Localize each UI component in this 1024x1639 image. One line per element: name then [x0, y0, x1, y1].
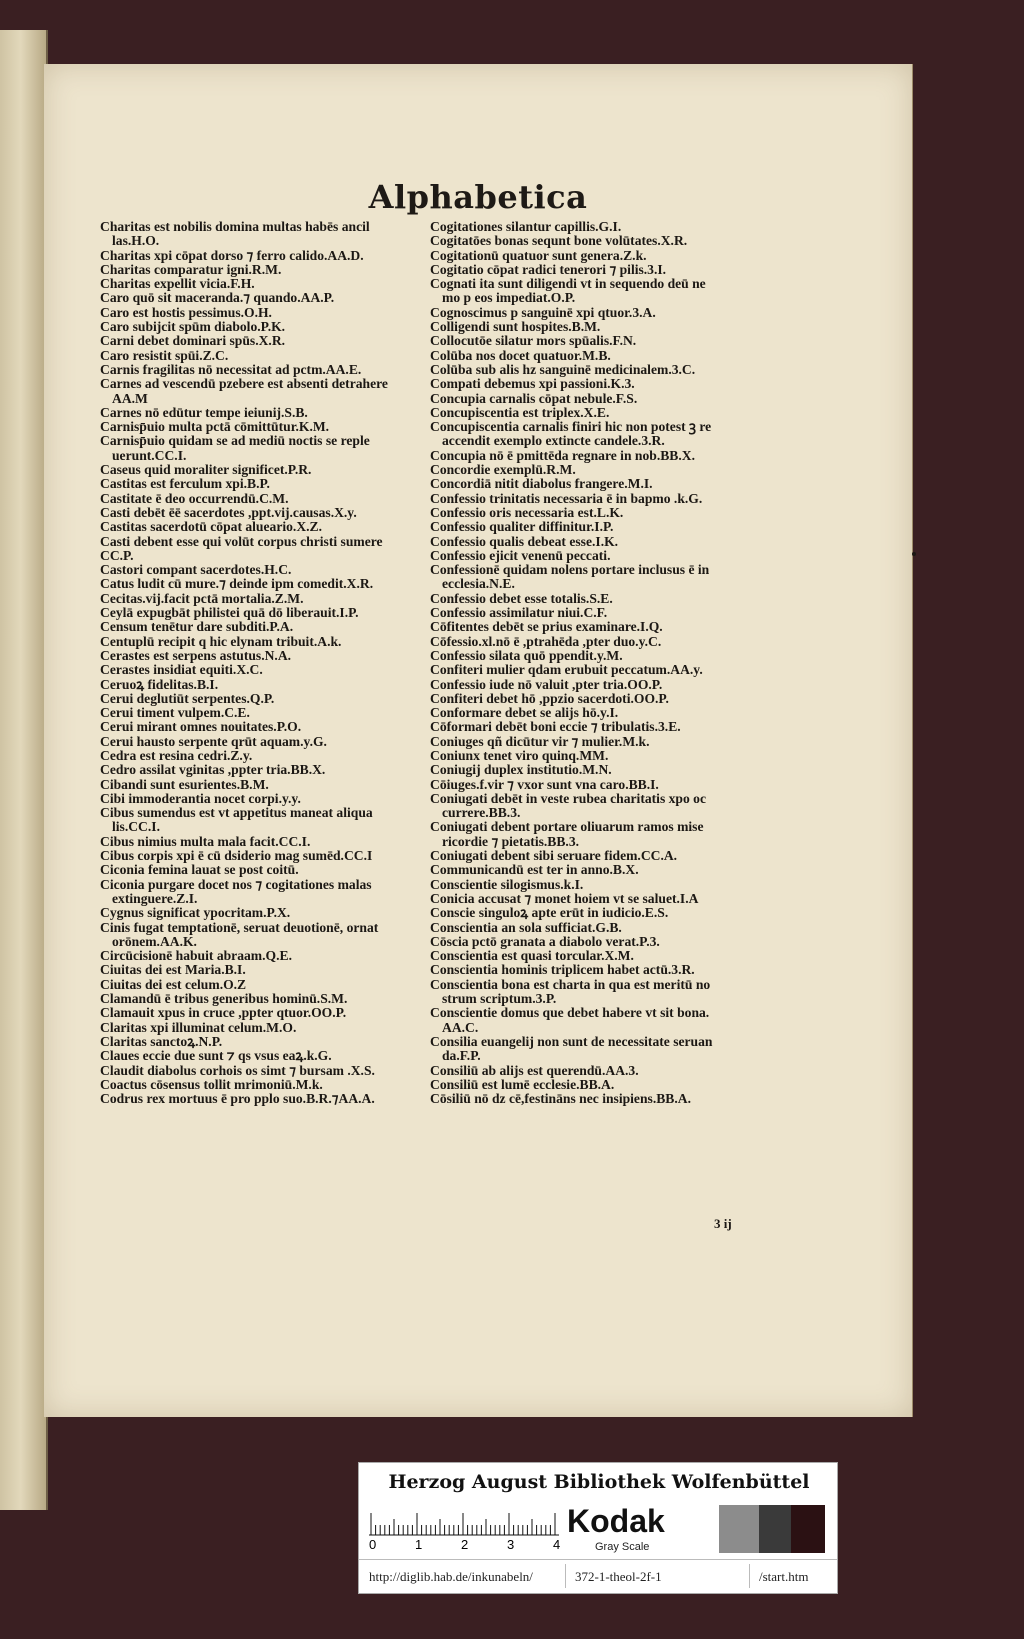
index-entry-line: Cibus nimius multa mala facit.CC.I.: [100, 833, 311, 849]
index-entry-line: ricordie ⁊ pietatis.BB.3.: [442, 833, 580, 849]
index-entry-line: Confessio iude nō valuit ,pter tria.OO.P.: [430, 676, 663, 692]
index-entry-line: Carnisp̄uio quidam se ad mediū noctis se reple: [100, 433, 370, 449]
index-entry-line: Concupiscentia est triplex.X.E.: [430, 404, 610, 420]
index-entry-line: Cogitatōes bonas sequnt bone volūtates.X.R.: [430, 233, 688, 249]
index-entry-line: Cerui timent vulpem.C.E.: [100, 705, 250, 721]
index-entry-line: accendit exemplo extincte candele.3.R.: [442, 433, 665, 449]
index-entry-line: Consiliū ab alijs est querendū.AA.3.: [430, 1062, 639, 1078]
index-entry-line: Ciuitas dei est celum.O.Z: [100, 976, 247, 992]
index-entry-line: lis.CC.I.: [112, 819, 160, 835]
index-entry-line: Ciuitas dei est Maria.B.I.: [100, 962, 246, 978]
target-card: [358, 1462, 838, 1594]
index-entry-line: Carni debet dominari spūs.X.R.: [100, 333, 286, 349]
page-signature: 3 ij: [714, 1216, 732, 1231]
index-entry-line: Confessio ejicit venenū peccati.: [430, 547, 611, 563]
index-entry-line: Conscie singuloꝝ apte erūt in iudicio.E.S.: [430, 905, 669, 921]
index-entry-line: Cōfitentes debēt se prius examinare.I.Q.: [430, 619, 663, 635]
index-entry-line: Concordie exemplū.R.M.: [430, 462, 576, 478]
index-entry-line: Cerastes insidiat equiti.X.C.: [100, 662, 263, 678]
index-entry-line: Conscientia est quasi torcular.X.M.: [430, 948, 634, 964]
url-separator: [565, 1564, 566, 1588]
index-entry-line: Colūba nos docet quatuor.M.B.: [430, 347, 611, 363]
book-page: [44, 64, 913, 1417]
index-entry-line: Confiteri debet hō ,ppzio sacerdoti.OO.P.: [430, 690, 669, 706]
index-entry-line: las.H.O.: [112, 233, 160, 249]
index-entry-line: Carnisp̄uio multa pctā cōmittūtur.K.M.: [100, 419, 330, 435]
index-entry-line: Ciconia femina lauat se post coitū.: [100, 862, 299, 878]
index-entry-line: Centuplū recipit q hic elynam tribuit.A.k.: [100, 633, 342, 649]
index-entry-line: Ceruoꝝ fidelitas.B.I.: [100, 676, 219, 692]
index-entry-line: Cognati ita sunt diligendi vt in sequendo deū ne: [430, 276, 706, 292]
ruler-number: 0: [369, 1537, 377, 1552]
index-entry-line: Confessio trinitatis necessaria ē in bapmo .k.G.: [430, 490, 703, 506]
index-entry-line: Confessionē quidam nolens portare inclusus ē in: [430, 562, 710, 578]
index-entry-line: ecclesia.N.E.: [442, 576, 515, 592]
ink-dot: [912, 552, 916, 556]
index-entry-line: Cecitas.vij.facit pctā mortalia.Z.M.: [100, 590, 304, 606]
ruler-number: 2: [461, 1537, 469, 1552]
library-name: Herzog August Bibliothek Wolfenbüttel: [388, 1471, 810, 1493]
index-entry-line: Coniugij duplex institutio.M.N.: [430, 762, 612, 778]
url-separator: [749, 1564, 750, 1588]
index-entry-line: Confessio silata quō ppendit.y.M.: [430, 647, 623, 663]
index-entry-line: Concupiscentia carnalis finiri hic non potest ꝫ re: [430, 419, 712, 435]
index-entry-line: Coniunx tenet viro quinq.MM.: [430, 747, 609, 763]
index-entry-line: Casti debēt ēē sacerdotes ,ppt.vij.causas.X.y.: [100, 504, 357, 520]
index-entry-line: Cognoscimus p sanguinē xpi qtuor.3.A.: [430, 304, 656, 320]
index-entry-line: Castitas sacerdotū cōpat alueario.X.Z.: [100, 519, 323, 535]
index-entry-line: Circūcisionē habuit abraam.Q.E.: [100, 948, 292, 964]
index-entry-line: Conscientia an sola sufficiat.G.B.: [430, 919, 622, 935]
ruler-number: 3: [507, 1537, 515, 1552]
page-file: /start.htm: [759, 1569, 809, 1584]
index-entry-line: Clamandū ē tribus generibus hominū.S.M.: [100, 991, 348, 1007]
index-entry-line: CC.P.: [100, 547, 134, 563]
url-bar: [359, 1559, 837, 1592]
index-entry-line: Cōformari debēt boni eccie ⁊ tribulatis.3.E.: [430, 719, 681, 735]
index-entry-line: orōnem.AA.K.: [112, 933, 197, 949]
index-entry-line: Ceylā expugbāt philistei quā dō liberauit.I.P.: [100, 605, 359, 621]
gray-scale-label: Gray Scale: [595, 1541, 650, 1553]
index-entry-line: Cedra est resina cedri.Z.y.: [100, 747, 253, 763]
index-entry-line: Carnes ad vescendū pzebere est absenti detrahere: [100, 376, 388, 392]
index-entry-line: Carnis fragilitas nō necessitat ad pctm.AA.E.: [100, 361, 362, 377]
index-entry-line: Castitas est ferculum xpi.B.P.: [100, 476, 270, 492]
index-entry-line: Caseus quid moraliter significet.P.R.: [100, 462, 312, 478]
index-entry-line: Carnes nō edūtur tempe ieiunij.S.B.: [100, 404, 308, 420]
index-entry-line: Claues eccie due sunt ⁊ qs vsus eaꝝ.k.G.: [100, 1048, 332, 1064]
index-entry-line: Coniugati debent sibi seruare fidem.CC.A.: [430, 848, 678, 864]
index-entry-line: Concupia carnalis cōpat nebule.F.S.: [430, 390, 638, 406]
index-entry-line: Concordiā nitit diabolus frangere.M.I.: [430, 476, 653, 492]
index-entry-line: Confessio debet esse totalis.S.E.: [430, 590, 613, 606]
index-entry-line: Cōscia pctō granata a diabolo verat.P.3.: [430, 933, 660, 949]
shelfmark: 372-1-theol-2f-1: [575, 1569, 662, 1584]
index-entry-line: Cōfessio.xl.nō ē ,ptrahēda ,pter duo.y.C.: [430, 633, 662, 649]
index-entry-line: currere.BB.3.: [442, 805, 521, 821]
index-entry-line: Ciconia purgare docet nos ⁊ cogitationes malas: [100, 876, 372, 892]
index-entry-line: Conscientie silogismus.k.I.: [430, 876, 584, 892]
index-entry-line: Communicandū est ter in anno.B.X.: [430, 862, 639, 878]
index-entry-line: Cibi immoderantia nocet corpi.y.y.: [100, 790, 301, 806]
index-entry-line: Confessio oris necessaria est.L.K.: [430, 504, 624, 520]
index-entry-line: Conscientia hominis triplicem habet actū.3.R.: [430, 962, 695, 978]
scale-ruler: [369, 1503, 561, 1552]
right-column: [430, 220, 800, 1106]
index-entry-line: Claritas sanctoꝝ.N.P.: [100, 1033, 223, 1049]
index-entry-line: Censum tenētur dare subditi.P.A.: [100, 619, 294, 635]
ruler-number: 1: [415, 1537, 423, 1552]
index-entry-line: extinguere.Z.I.: [112, 890, 198, 906]
index-entry-line: Confessio assimilatur niui.C.F.: [430, 605, 608, 621]
index-entry-line: Coniugati debent portare oliuarum ramos mise: [430, 819, 704, 835]
index-entry-line: Cygnus significat ypocritam.P.X.: [100, 905, 291, 921]
index-entry-line: Claudit diabolus corhois os simt ⁊ bursam .X.S.: [100, 1062, 375, 1078]
index-entry-line: Cerui hausto serpente qrūt aquam.y.G.: [100, 733, 327, 749]
ruler-number: 4: [553, 1537, 561, 1552]
library-url: http://diglib.hab.de/inkunabeln/: [369, 1569, 533, 1584]
index-entry-line: Codrus rex mortuus ē pro pplo suo.B.R.⁊AA.A.: [100, 1091, 375, 1107]
index-entry-line: Compati debemus xpi passioni.K.3.: [430, 376, 635, 392]
left-page-edge: [0, 30, 48, 1510]
index-entry-line: Caro resistit spūi.Z.C.: [100, 347, 229, 363]
index-entry-line: da.F.P.: [442, 1048, 481, 1064]
index-entry-line: Cibus sumendus est vt appetitus maneat aliqua: [100, 805, 373, 821]
ruler-ticks: [369, 1503, 559, 1537]
index-entry-line: Caro est hostis pessimus.O.H.: [100, 304, 272, 320]
index-entry-line: strum scriptum.3.P.: [442, 991, 557, 1007]
index-entry-line: Castori compant sacerdotes.H.C.: [100, 562, 292, 578]
index-entry-line: Colūba sub alis hz sanguinē medicinalem.3.C.: [430, 361, 696, 377]
index-entry-line: Charitas est nobilis domina multas habēs ancil: [100, 219, 370, 234]
index-entry-line: Coactus cōsensus tollit mrimoniū.M.k.: [100, 1076, 323, 1092]
index-entry-line: Cerui mirant omnes nouitates.P.O.: [100, 719, 302, 735]
index-entry-line: Consiliū est lumē ecclesie.BB.A.: [430, 1076, 615, 1092]
index-entry-line: Charitas xpi cōpat dorso ⁊ ferro calido.AA.D.: [100, 247, 364, 263]
index-entry-line: Claritas xpi illuminat celum.M.O.: [100, 1019, 297, 1035]
index-entry-line: Conscientie domus que debet habere vt sit bona.: [430, 1005, 710, 1021]
index-entry-line: Charitas comparatur igni.R.M.: [100, 261, 282, 277]
index-entry-line: Cogitationes silantur capillis.G.I.: [430, 219, 622, 234]
index-entry-line: Conscientia bona est charta in qua est meritū no: [430, 976, 711, 992]
index-entry-line: Cōiuges.f.vir ⁊ vxor sunt vna caro.BB.I.: [430, 776, 659, 792]
index-entry-line: Confessio qualiter diffinitur.I.P.: [430, 519, 614, 535]
index-entry-line: Collocutōe silatur mors spūalis.F.N.: [430, 333, 637, 349]
index-entry-line: uerunt.CC.I.: [112, 447, 187, 463]
index-entry-line: Coniuges qñ dicūtur vir ⁊ mulier.M.k.: [430, 733, 650, 749]
index-entry-line: Confiteri mulier qdam erubuit peccatum.AA.y.: [430, 662, 703, 678]
index-entry-line: Cibus corpis xpi ē cū dsiderio mag sumēd.CC.I: [100, 848, 373, 864]
left-column: [100, 220, 456, 1106]
index-entry-line: Cogitationū quatuor sunt genera.Z.k.: [430, 247, 647, 263]
index-entry-line: Coniugati debēt in veste rubea charitatis xpo oc: [430, 790, 707, 806]
index-entry-line: Consilia euangelij non sunt de necessitate seruan: [430, 1033, 713, 1049]
index-entry-line: Confessio qualis debeat esse.I.K.: [430, 533, 619, 549]
index-entry-line: Cōsiliū nō dz cē,festināns nec insipiens.BB.A.: [430, 1091, 691, 1107]
page-title: Alphabetica: [368, 178, 588, 216]
index-entry-line: Cinis fugat temptationē, seruat deuotionē, ornat: [100, 919, 379, 935]
index-entry-line: Concupia nō ē pmittēda regnare in nob.BB.X.: [430, 447, 695, 463]
gray-swatch-mid: [719, 1505, 759, 1553]
index-entry-line: Charitas expellit vicia.F.H.: [100, 276, 255, 292]
index-entry-line: Cogitatio cōpat radici tenerori ⁊ pilis.3.I.: [430, 261, 667, 277]
index-entry-line: Casti debent esse qui volūt corpus christi sumere: [100, 533, 383, 549]
color-swatch-maroon: [791, 1505, 825, 1553]
index-entry-line: Colligendi sunt hospites.B.M.: [430, 319, 601, 335]
index-entry-line: AA.M: [112, 390, 148, 406]
index-entry-line: Cedro assilat vginitas ,ppter tria.BB.X.: [100, 762, 326, 778]
index-entry-line: AA.C.: [442, 1019, 479, 1035]
index-entry-line: Cerastes est serpens astutus.N.A.: [100, 647, 292, 663]
index-entry-line: Cerui deglutiūt serpentes.Q.P.: [100, 690, 275, 706]
index-entry-line: Castitate ē deo occurrendū.C.M.: [100, 490, 289, 506]
index-entry-line: Cibandi sunt esurientes.B.M.: [100, 776, 269, 792]
index-entry-line: Caro quō sit maceranda.⁊ quando.AA.P.: [100, 290, 335, 306]
index-entry-line: Conicia accusat ⁊ monet hoiem vt se saluet.I.A: [430, 890, 699, 906]
index-entry-line: Clamauit xpus in cruce ,ppter qtuor.OO.P.: [100, 1005, 347, 1021]
index-entry-line: mo p eos impediat.O.P.: [442, 290, 576, 306]
index-entry-line: Catus ludit cū mure.⁊ deinde ipm comedit.X.R.: [100, 576, 374, 592]
index-entry-line: Conformare debet se alijs hō.y.I.: [430, 705, 619, 721]
kodak-logo: Kodak: [567, 1503, 665, 1539]
index-entry-line: Caro subijcit spūm diabolo.P.K.: [100, 319, 286, 335]
